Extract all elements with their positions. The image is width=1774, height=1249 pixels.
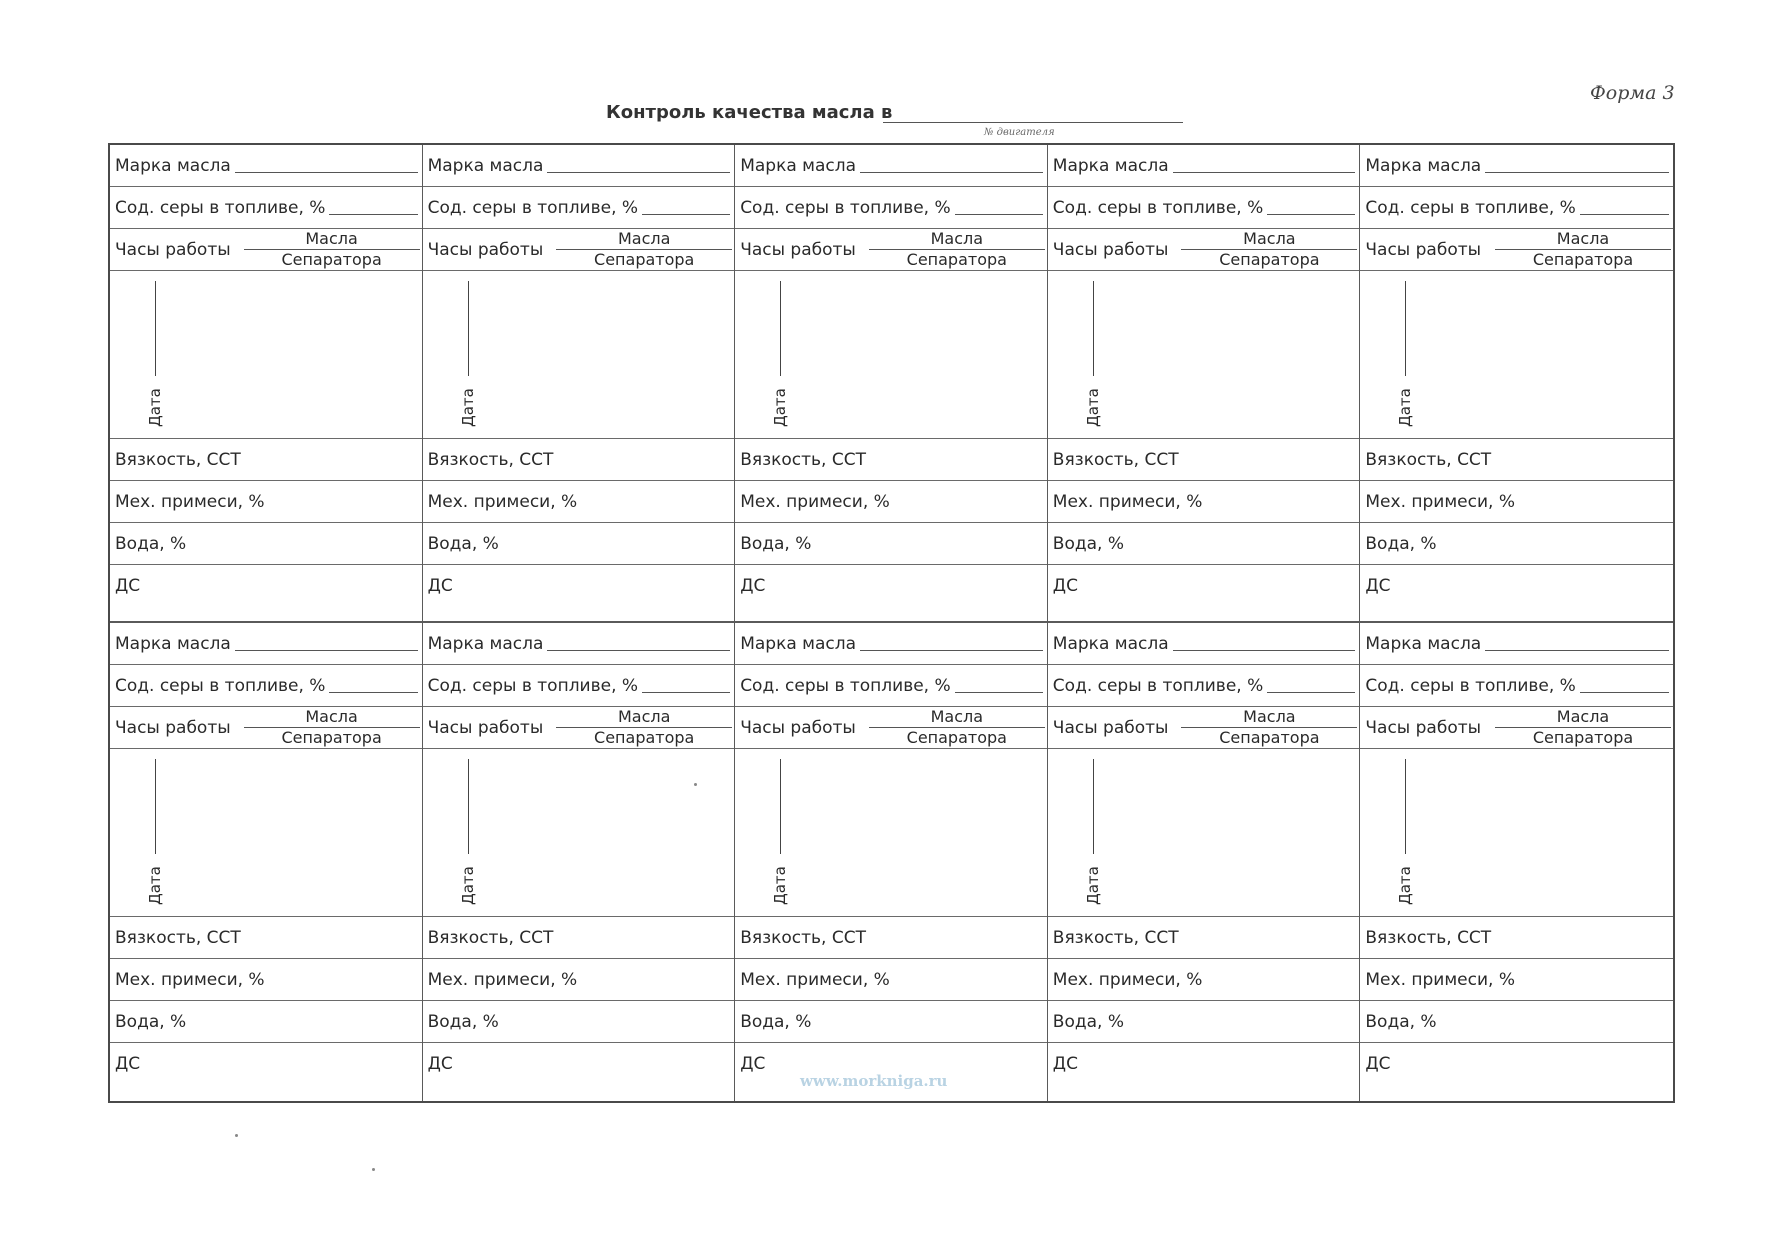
viscosity-label: Вязкость, ССТ [115, 449, 241, 470]
hours-separator-label: Сепаратора [906, 250, 1007, 269]
record-cell [110, 145, 423, 623]
impurities-row[interactable] [1360, 959, 1673, 1001]
oil-brand-label: Марка масла [740, 155, 857, 176]
impurities-row[interactable] [110, 959, 422, 1001]
oil-brand-label: Марка масла [115, 155, 231, 176]
ds-row[interactable] [423, 565, 735, 607]
date-field[interactable] [780, 759, 781, 854]
hours-fraction [869, 708, 1045, 747]
sulfur-label: Сод. серы в топливе, % [1052, 675, 1264, 696]
viscosity-label: Вязкость, ССТ [1365, 927, 1492, 948]
impurities-row[interactable] [735, 481, 1047, 523]
oil-brand-label: Марка масла [427, 633, 544, 654]
oil-brand-label: Марка масла [1365, 155, 1482, 176]
hours-row[interactable] [423, 707, 735, 749]
hours-fraction [244, 708, 420, 747]
sulfur-field[interactable] [955, 214, 1043, 215]
oil-brand-field[interactable] [1173, 172, 1356, 173]
oil-brand-label: Марка масла [1052, 633, 1169, 654]
sulfur-row[interactable] [423, 187, 735, 229]
oil-brand-row[interactable] [1360, 623, 1673, 665]
ds-label: ДС [740, 576, 766, 596]
date-label: Дата [146, 388, 164, 427]
hours-fraction [244, 230, 420, 269]
viscosity-label: Вязкость, ССТ [427, 927, 554, 948]
oil-brand-row[interactable] [423, 145, 735, 187]
water-row[interactable] [1360, 1001, 1673, 1043]
sulfur-row[interactable] [110, 187, 422, 229]
ds-row[interactable] [1048, 565, 1360, 607]
hours-fraction [1495, 708, 1671, 747]
water-label: Вода, % [1052, 533, 1124, 554]
water-row[interactable] [735, 1001, 1047, 1043]
sulfur-field[interactable] [1580, 214, 1669, 215]
record-cell [735, 623, 1048, 1101]
hours-separator-label: Сепаратора [281, 728, 382, 747]
oil-brand-label: Марка масла [1365, 633, 1482, 654]
sulfur-label: Сод. серы в топливе, % [740, 197, 951, 218]
hours-fraction [556, 230, 732, 269]
sulfur-row[interactable] [423, 665, 735, 707]
date-area[interactable] [1048, 271, 1360, 439]
hours-oil-label: Масла [869, 230, 1045, 250]
ds-label: ДС [427, 576, 453, 596]
date-field[interactable] [1405, 759, 1406, 854]
impurities-row[interactable] [1048, 959, 1360, 1001]
ds-label: ДС [115, 1054, 141, 1074]
ds-row[interactable] [423, 1043, 735, 1085]
water-label: Вода, % [1365, 1011, 1437, 1032]
scan-speck [235, 1134, 238, 1137]
impurities-label: Мех. примеси, % [427, 491, 578, 512]
date-area[interactable] [735, 271, 1047, 439]
sulfur-field[interactable] [329, 214, 417, 215]
hours-label: Часы работы [427, 239, 544, 260]
sulfur-label: Сод. серы в топливе, % [1052, 197, 1264, 218]
hours-oil-label: Масла [1495, 230, 1671, 250]
oil-brand-field[interactable] [547, 650, 730, 651]
sulfur-field[interactable] [642, 692, 730, 693]
viscosity-label: Вязкость, ССТ [115, 927, 241, 948]
record-cell [423, 145, 736, 623]
oil-brand-field[interactable] [1485, 172, 1669, 173]
hours-label: Часы работы [115, 239, 231, 260]
scan-speck [694, 783, 697, 786]
oil-brand-row[interactable] [110, 623, 422, 665]
date-area[interactable] [423, 749, 735, 917]
sulfur-field[interactable] [1580, 692, 1669, 693]
hours-fraction [869, 230, 1045, 269]
viscosity-row[interactable] [735, 439, 1047, 481]
date-label: Дата [458, 866, 477, 905]
ds-label: ДС [1365, 1054, 1391, 1074]
impurities-label: Мех. примеси, % [1052, 969, 1203, 990]
ds-label: ДС [115, 576, 141, 596]
sulfur-label: Сод. серы в топливе, % [740, 675, 951, 696]
viscosity-row[interactable] [1048, 917, 1360, 959]
hours-row[interactable] [110, 229, 422, 271]
ds-row[interactable] [1360, 1043, 1673, 1085]
hours-separator-label: Сепаратора [906, 728, 1007, 747]
ds-label: ДС [427, 1054, 453, 1074]
date-area[interactable] [1360, 271, 1673, 439]
hours-separator-label: Сепаратора [1532, 250, 1634, 269]
impurities-label: Мех. примеси, % [1365, 969, 1515, 990]
oil-brand-label: Марка масла [427, 155, 544, 176]
sulfur-field[interactable] [1267, 214, 1355, 215]
viscosity-label: Вязкость, ССТ [1052, 449, 1179, 470]
hours-oil-label: Масла [869, 708, 1045, 728]
oil-quality-table [108, 143, 1675, 1103]
hours-label: Часы работы [1365, 717, 1482, 738]
hours-fraction [556, 708, 732, 747]
ds-label: ДС [1052, 576, 1078, 596]
hours-oil-label: Масла [1181, 230, 1357, 250]
date-label: Дата [771, 388, 790, 427]
viscosity-row[interactable] [110, 917, 422, 959]
sulfur-label: Сод. серы в топливе, % [427, 197, 639, 218]
sulfur-label: Сод. серы в топливе, % [1365, 197, 1576, 218]
oil-brand-label: Марка масла [1052, 155, 1169, 176]
sulfur-row[interactable] [1048, 665, 1360, 707]
water-row[interactable] [110, 1001, 422, 1043]
sulfur-label: Сод. серы в топливе, % [427, 675, 639, 696]
viscosity-label: Вязкость, ССТ [1052, 927, 1179, 948]
oil-brand-row[interactable] [423, 623, 735, 665]
viscosity-label: Вязкость, ССТ [740, 449, 866, 470]
viscosity-label: Вязкость, ССТ [740, 927, 866, 948]
date-label: Дата [146, 866, 164, 905]
date-field[interactable] [780, 281, 781, 376]
oil-brand-field[interactable] [860, 650, 1043, 651]
impurities-label: Мех. примеси, % [1052, 491, 1203, 512]
hours-row[interactable] [1048, 229, 1360, 271]
water-label: Вода, % [115, 533, 187, 554]
oil-brand-field[interactable] [547, 172, 730, 173]
water-row[interactable] [1048, 1001, 1360, 1043]
sulfur-field[interactable] [329, 692, 417, 693]
date-field[interactable] [1093, 281, 1094, 376]
oil-brand-row[interactable] [735, 623, 1047, 665]
impurities-row[interactable] [1360, 481, 1673, 523]
record-cell [423, 623, 736, 1101]
ds-row[interactable] [110, 565, 422, 607]
watermark: www.morkniga.ru [800, 1072, 948, 1090]
date-label: Дата [1083, 388, 1102, 427]
scan-speck [372, 1168, 375, 1171]
impurities-row[interactable] [423, 481, 735, 523]
sulfur-label: Сод. серы в топливе, % [115, 197, 326, 218]
water-label: Вода, % [427, 533, 499, 554]
water-row[interactable] [1048, 523, 1360, 565]
hours-fraction [1181, 230, 1357, 269]
hours-row[interactable] [735, 707, 1047, 749]
hours-fraction [1495, 230, 1671, 269]
water-row[interactable] [735, 523, 1047, 565]
oil-brand-field[interactable] [235, 650, 418, 651]
hours-row[interactable] [735, 229, 1047, 271]
impurities-row[interactable] [735, 959, 1047, 1001]
water-row[interactable] [423, 1001, 735, 1043]
oil-brand-label: Марка масла [115, 633, 231, 654]
sulfur-label: Сод. серы в топливе, % [115, 675, 326, 696]
impurities-row[interactable] [1048, 481, 1360, 523]
impurities-row[interactable] [423, 959, 735, 1001]
hours-fraction [1181, 708, 1357, 747]
date-area[interactable] [1360, 749, 1673, 917]
record-cell [110, 623, 423, 1101]
ds-label: ДС [740, 1054, 766, 1074]
date-field[interactable] [1093, 759, 1094, 854]
hours-label: Часы работы [1052, 717, 1169, 738]
hours-oil-label: Масла [556, 708, 732, 728]
sulfur-row[interactable] [1048, 187, 1360, 229]
sulfur-field[interactable] [642, 214, 730, 215]
impurities-label: Мех. примеси, % [115, 969, 265, 990]
water-label: Вода, % [1052, 1011, 1124, 1032]
hours-oil-label: Масла [556, 230, 732, 250]
date-label: Дата [771, 866, 790, 905]
record-cell [735, 145, 1048, 623]
hours-row[interactable] [423, 229, 735, 271]
viscosity-row[interactable] [1360, 917, 1673, 959]
date-field[interactable] [155, 281, 156, 376]
date-label: Дата [1396, 866, 1415, 905]
hours-label: Часы работы [115, 717, 231, 738]
date-field[interactable] [468, 759, 469, 854]
viscosity-row[interactable] [735, 917, 1047, 959]
date-area[interactable] [110, 749, 422, 917]
oil-brand-field[interactable] [1173, 650, 1356, 651]
viscosity-row[interactable] [1048, 439, 1360, 481]
hours-separator-label: Сепаратора [594, 250, 695, 269]
impurities-label: Мех. примеси, % [1365, 491, 1515, 512]
impurities-row[interactable] [110, 481, 422, 523]
hours-label: Часы работы [1365, 239, 1482, 260]
date-area[interactable] [423, 271, 735, 439]
date-area[interactable] [110, 271, 422, 439]
hours-oil-label: Масла [244, 230, 420, 250]
sulfur-row[interactable] [1360, 187, 1673, 229]
ds-row[interactable] [1360, 565, 1673, 607]
viscosity-row[interactable] [1360, 439, 1673, 481]
ds-row[interactable] [735, 565, 1047, 607]
water-label: Вода, % [1365, 533, 1437, 554]
water-label: Вода, % [115, 1011, 187, 1032]
ds-row[interactable] [110, 1043, 422, 1085]
date-label: Дата [458, 388, 477, 427]
viscosity-label: Вязкость, ССТ [1365, 449, 1492, 470]
date-area[interactable] [1048, 749, 1360, 917]
oil-brand-field[interactable] [235, 172, 418, 173]
water-label: Вода, % [740, 533, 812, 554]
sulfur-row[interactable] [110, 665, 422, 707]
sulfur-field[interactable] [1267, 692, 1355, 693]
engine-number-field[interactable] [883, 122, 1183, 123]
hours-label: Часы работы [427, 717, 544, 738]
hours-separator-label: Сепаратора [1532, 728, 1634, 747]
record-cell [1048, 623, 1361, 1101]
hours-row[interactable] [1360, 707, 1673, 749]
hours-separator-label: Сепаратора [1219, 728, 1320, 747]
page-title: Контроль качества масла в [606, 102, 893, 123]
ds-label: ДС [1052, 1054, 1078, 1074]
record-cell [1360, 623, 1673, 1101]
water-row[interactable] [110, 523, 422, 565]
sulfur-label: Сод. серы в топливе, % [1365, 675, 1576, 696]
water-label: Вода, % [740, 1011, 812, 1032]
oil-brand-row[interactable] [1360, 145, 1673, 187]
hours-separator-label: Сепаратора [1219, 250, 1320, 269]
date-label: Дата [1083, 866, 1102, 905]
hours-separator-label: Сепаратора [594, 728, 695, 747]
date-field[interactable] [468, 281, 469, 376]
impurities-label: Мех. примеси, % [740, 969, 890, 990]
sulfur-field[interactable] [955, 692, 1043, 693]
hours-oil-label: Масла [1495, 708, 1671, 728]
impurities-label: Мех. примеси, % [427, 969, 578, 990]
sulfur-row[interactable] [735, 665, 1047, 707]
impurities-label: Мех. примеси, % [740, 491, 890, 512]
hours-row[interactable] [110, 707, 422, 749]
viscosity-row[interactable] [423, 439, 735, 481]
date-field[interactable] [1405, 281, 1406, 376]
viscosity-row[interactable] [423, 917, 735, 959]
hours-label: Часы работы [740, 239, 856, 260]
viscosity-row[interactable] [110, 439, 422, 481]
record-cell [1048, 145, 1361, 623]
water-row[interactable] [423, 523, 735, 565]
ds-row[interactable] [1048, 1043, 1360, 1085]
hours-separator-label: Сепаратора [281, 250, 382, 269]
sulfur-row[interactable] [735, 187, 1047, 229]
record-cell [1360, 145, 1673, 623]
hours-row[interactable] [1048, 707, 1360, 749]
oil-brand-field[interactable] [860, 172, 1043, 173]
form-number: Форма 3 [1590, 82, 1675, 104]
engine-number-sublabel: № двигателя [984, 127, 1055, 138]
date-field[interactable] [155, 759, 156, 854]
oil-brand-row[interactable] [735, 145, 1047, 187]
hours-oil-label: Масла [1181, 708, 1357, 728]
hours-label: Часы работы [740, 717, 856, 738]
sulfur-row[interactable] [1360, 665, 1673, 707]
oil-brand-row[interactable] [1048, 623, 1360, 665]
oil-brand-row[interactable] [1048, 145, 1360, 187]
hours-oil-label: Масла [244, 708, 420, 728]
hours-label: Часы работы [1052, 239, 1169, 260]
viscosity-label: Вязкость, ССТ [427, 449, 554, 470]
oil-brand-field[interactable] [1485, 650, 1669, 651]
water-row[interactable] [1360, 523, 1673, 565]
hours-row[interactable] [1360, 229, 1673, 271]
water-label: Вода, % [427, 1011, 499, 1032]
date-label: Дата [1396, 388, 1415, 427]
impurities-label: Мех. примеси, % [115, 491, 265, 512]
oil-brand-row[interactable] [110, 145, 422, 187]
oil-brand-label: Марка масла [740, 633, 857, 654]
date-area[interactable] [735, 749, 1047, 917]
ds-label: ДС [1365, 576, 1391, 596]
